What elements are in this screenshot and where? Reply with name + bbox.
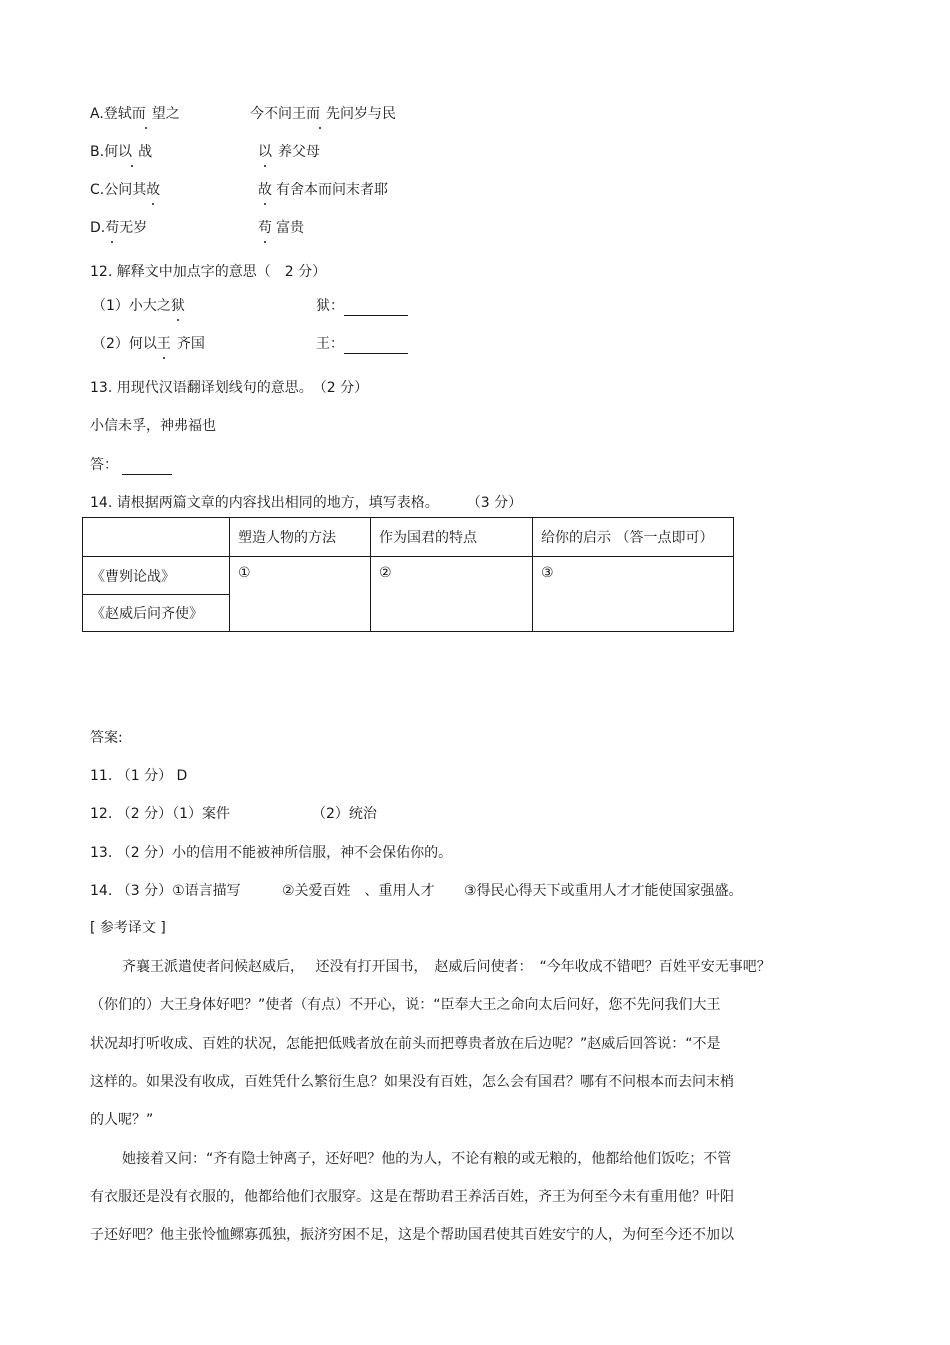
q12-item1-label: 狱：: [316, 298, 344, 314]
option-a: [90, 104, 180, 124]
reference-translation-heading: [ 参考译文 ]: [90, 920, 166, 936]
answer-12-part1: 12. （2 分）（1）案件: [90, 806, 230, 822]
option-c-right: [258, 180, 388, 200]
translation-p2-line2: 有衣服还是没有衣服的，他都给他们衣服穿。这是在帮助君王养活百姓，齐王为何至今未有重用他？叶阳: [90, 1189, 734, 1205]
q12-item2: [92, 334, 205, 354]
q12-item2-prefix: （2）何以: [92, 336, 157, 352]
table-header-trait: 作为国君的特点: [371, 518, 533, 557]
answers-heading: 答案:: [90, 730, 123, 746]
option-c-right-rest: 有舍本而问末者耶: [276, 182, 388, 198]
option-a-label: A.: [90, 106, 104, 122]
answer-14-part2: ②关爱百姓 、重用人才: [282, 883, 435, 899]
table-header-lesson: 给你的启示 （答一点即可）: [533, 518, 734, 557]
option-a-left-text: 登轼而: [103, 106, 146, 122]
translation-p1-line3: 状况却打听收成、百姓的状况，怎能把低贱者放在前头而把尊贵者放在后边呢？”赵威后回答说：“不是: [90, 1036, 721, 1052]
q13-answer-blank[interactable]: [122, 456, 172, 475]
option-a-left-rest: 望之: [151, 106, 180, 122]
translation-p2-line3: 子还好吧？他主张怜恤鳏寡孤独，振济穷困不足，这是个帮助国君使其百姓安宁的人，为何至今还不加以: [90, 1227, 734, 1243]
table-header-row: [83, 518, 734, 557]
option-d-left-dotted: 苟: [105, 220, 120, 236]
q12-item1-dotted: 狱: [170, 298, 185, 314]
table-cell-2[interactable]: [371, 557, 533, 632]
answer-12-part2: （2）统治: [312, 806, 377, 822]
marker-3: ③: [541, 565, 554, 581]
table-row: [83, 557, 734, 595]
table-row-label-zhao: 《赵威后问齐使》: [83, 595, 230, 632]
option-c-left-dotted: 故: [146, 182, 161, 198]
q12-item2-blank[interactable]: [344, 335, 408, 354]
translation-p1-line4: 这样的。如果没有收成，百姓凭什么繁衍生息？如果没有百姓，怎么会有国君？哪有不问根本而去问末梢: [90, 1074, 734, 1090]
option-b-left-rest: 战: [138, 144, 153, 160]
table-header-method: 塑造人物的方法: [230, 518, 371, 557]
translation-p1-line5: 的人呢？”: [90, 1112, 154, 1128]
option-a-right: [250, 104, 396, 124]
answer-14-part1: 14. （3 分）①语言描写: [90, 883, 241, 899]
table-cell-1[interactable]: [230, 557, 371, 632]
q12-item2-dotted: 王: [156, 336, 171, 352]
marker-2: ②: [379, 565, 392, 581]
option-d-left-rest: 无岁: [119, 220, 148, 236]
q14-table: [82, 517, 734, 632]
q13-answer-label: 答：: [90, 457, 118, 473]
translation-p1-line1: 齐襄王派遣使者问候赵威后， 还没有打开国书， 赵威后问使者： “今年收成不错吧？百姓平安无事吧？: [122, 959, 771, 975]
option-b-right-rest: 养父母: [278, 144, 320, 160]
option-b-right: [258, 142, 320, 162]
option-a-right-text: 今不问王而: [250, 106, 320, 122]
option-c-label: C.: [90, 182, 105, 198]
option-b-right-dotted: 以: [258, 144, 272, 160]
translation-p1-line2: （你们的）大王身体好吧？”使者（有点）不开心，说：“臣奉大王之命向太后问好，您不先问我们大王: [90, 997, 721, 1013]
option-d-right: [258, 218, 304, 238]
table-row-label-cao: 《曹刿论战》: [83, 557, 230, 595]
q12-item1-blank[interactable]: [344, 297, 408, 316]
q12-item2-answer: [316, 334, 408, 354]
table-header-empty: [83, 518, 230, 557]
q12-item2-label: 王：: [316, 336, 344, 352]
q13-title: 13. 用现代汉语翻译划线句的意思。 （2 分）: [90, 380, 369, 396]
q12-item1-answer: [316, 296, 408, 316]
answer-11: 11. （1 分） D: [90, 768, 188, 784]
option-d-right-rest: 富贵: [276, 220, 304, 236]
q12-item1: [92, 296, 185, 316]
q12-item2-suffix: 齐国: [176, 336, 205, 352]
q12-item1-prefix: （1）小大之: [92, 298, 171, 314]
option-d-right-dotted: 苟: [258, 220, 272, 236]
option-b: [90, 142, 152, 162]
option-c-left-text: 公问其: [104, 182, 147, 198]
option-c: [90, 180, 160, 200]
table-cell-3[interactable]: [533, 557, 734, 632]
option-a-right-rest: 先问岁与民: [326, 106, 396, 122]
answer-14-part3: ③得民心得天下或重用人才才能使国家强盛。: [464, 883, 743, 899]
marker-1: ①: [238, 565, 251, 581]
q13-answer: [90, 455, 172, 475]
q12-title: 12. 解释文中加点字的意思（ 2 分）: [90, 264, 327, 280]
option-d: [90, 218, 147, 238]
option-b-left-text: 何以: [104, 144, 133, 160]
option-d-label: D.: [90, 220, 106, 236]
answer-13: 13. （2 分）小的信用不能被神所信服，神不会保佑你的。: [90, 845, 453, 861]
translation-p2-line1: 她接着又问：“齐有隐士钟离子，还好吧？他的为人，不论有粮的或无粮的，他都给他们饭吃；不管: [122, 1151, 732, 1167]
q14-title: 14. 请根据两篇文章的内容找出相同的地方，填写表格。 （3 分）: [90, 495, 523, 511]
option-c-right-dotted: 故: [258, 182, 272, 198]
option-b-label: B.: [90, 144, 105, 160]
q13-sentence: 小信未孚，神弗福也: [90, 418, 216, 434]
